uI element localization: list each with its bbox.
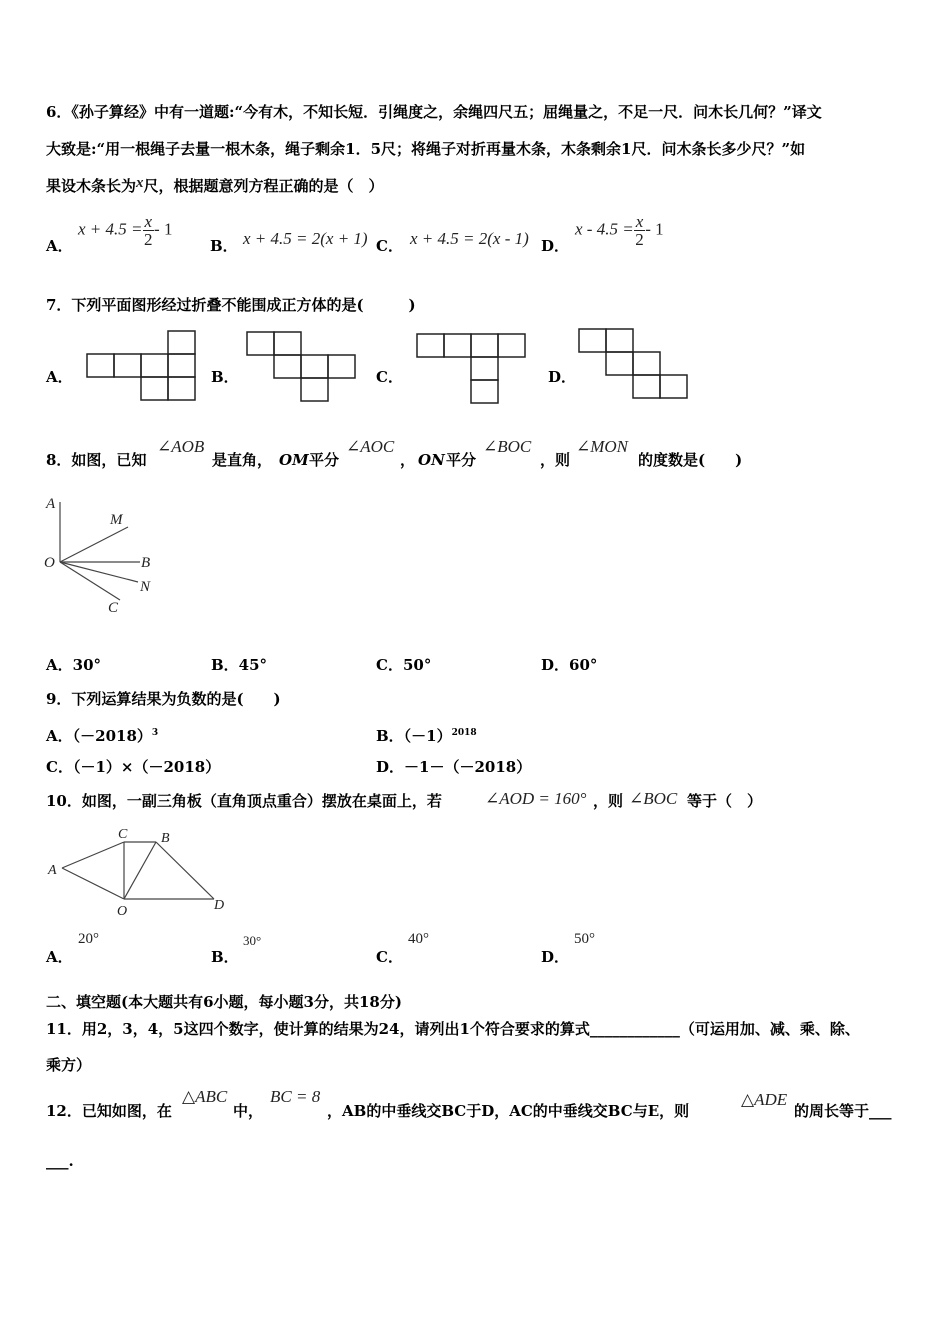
q6-option-a-equation: x + 4.5 = $\frac{x}{2}$ - 1: [78, 212, 173, 249]
section2-heading: 二、填空题(本大题共有6小题，每小题3分，共18分): [46, 993, 402, 1011]
q8-figure: [40, 490, 170, 620]
q11-line2: 乘方）: [46, 1056, 92, 1074]
q6-line2: 大致是:“用一根绳子去量一根木条，绳子剩余1．5尺；将绳子对折再量木条，木条剩余1尺．问木条长多少尺？”如: [46, 140, 806, 158]
q10-angle-boc: ∠BOC: [629, 789, 678, 808]
q10-p1: 10．如图，一副三角板（直角顶点重合）摆放在桌面上，若: [46, 792, 442, 810]
q8-angle-mon: ∠MON: [576, 437, 629, 456]
q9-option-b: B．$(-1)^{2018}$: [376, 727, 477, 745]
seg-ac: [62, 842, 124, 868]
label-c: C: [108, 600, 119, 616]
q8-p6: 的度数是( ): [638, 451, 743, 469]
q10-option-b-label: B．: [211, 948, 239, 966]
q12-p2: 中，: [233, 1102, 264, 1120]
q11-line1: 11．用2，3，4，5这四个数字，使计算的结果为24，请列出1个符合要求的算式____________（可运用加、减、乘、除、: [46, 1020, 860, 1038]
q10-option-c-value: 40°: [408, 931, 429, 947]
label-b: B: [141, 555, 151, 571]
q10-option-a-value: 20°: [78, 931, 99, 947]
seg-ob: [124, 842, 156, 899]
ray-om: [60, 527, 128, 562]
q8-p5: ，则: [540, 451, 571, 469]
q8-option-a: A．30°: [46, 656, 102, 674]
q8-p4: 平分: [446, 451, 477, 469]
q6-option-d-equation: x - 4.5 = $\frac{x}{2}$ - 1: [575, 212, 664, 249]
q8-angle-aoc: ∠AOC: [346, 437, 395, 456]
q10-option-d-value: 50°: [574, 931, 595, 947]
q7-net-b: [246, 331, 361, 406]
label-m: M: [110, 512, 123, 528]
q6-line1: 6．《孙子算经》中有一道题:“今有木，不知长短．引绳度之，余绳四尺五；屈绳量之，不足一尺．问木长几何？”译文: [46, 103, 822, 121]
label-c: C: [118, 827, 128, 842]
q7-option-b-label: B．: [211, 368, 239, 386]
q12-p1: 12．已知如图，在: [46, 1102, 172, 1120]
q8-p3: 平分: [309, 451, 340, 469]
label-o: O: [117, 904, 128, 919]
q6-option-c-label: C．: [376, 237, 403, 255]
label-d: D: [214, 898, 225, 913]
q10-angle-aod: ∠AOD = 160°: [485, 789, 587, 808]
q8-option-d: D．60°: [541, 656, 598, 674]
q9-option-d: D．－1－（－2018）: [376, 758, 532, 776]
ray-oc: [60, 562, 120, 600]
q6-option-a-label: A．: [46, 237, 73, 255]
seg-bd: [156, 842, 214, 899]
q6-option-b-equation: x + 4.5 = 2(x + 1): [243, 229, 368, 248]
q6-line3: 果设木条长为x尺，根据题意列方程正确的是（ ）: [46, 175, 384, 195]
q8-p1: 8．如图，已知: [46, 451, 147, 469]
label-o: O: [44, 555, 55, 571]
q9-option-a: A．$(-2018)^3$: [46, 727, 159, 745]
q8-comma: ，: [400, 451, 416, 469]
q7-option-c-label: C．: [376, 368, 403, 386]
label-n: N: [140, 579, 151, 595]
q8-option-c: C．50°: [376, 656, 432, 674]
q12-line2: ___.: [46, 1152, 74, 1170]
q12-triangle-ade: △ADE: [741, 1090, 788, 1109]
q10-figure: [44, 822, 244, 922]
q10-p3: 等于（ ）: [687, 792, 763, 810]
q7-option-a-label: A．: [46, 368, 73, 386]
q9-option-c: C．（－1）×（－2018）: [46, 758, 221, 776]
q12-p4: 的周长等于___: [794, 1102, 892, 1120]
ray-on: [60, 562, 138, 582]
q6-option-d-label: D．: [541, 237, 570, 255]
q10-option-c-label: C．: [376, 948, 403, 966]
q12-p3: ，AB的中垂线交BC于D，AC的中垂线交BC与E，则: [327, 1102, 690, 1120]
q7-stem: 7．下列平面图形经过折叠不能围成正方体的是( ): [46, 296, 416, 314]
q6-option-b-label: B．: [210, 237, 238, 255]
q7-net-d: [578, 328, 693, 403]
q8-angle-boc: ∠BOC: [483, 437, 532, 456]
q8-om: OM: [279, 451, 309, 469]
q8-angle-aob: ∠AOB: [157, 437, 205, 456]
q8-option-b: B．45°: [211, 656, 268, 674]
q12-bc: BC = 8: [270, 1087, 321, 1106]
q7-net-c: [416, 333, 531, 408]
q10-p2: ，则: [593, 792, 624, 810]
label-b: B: [161, 831, 170, 846]
q6-option-c-equation: x + 4.5 = 2(x - 1): [410, 229, 529, 248]
q7-net-a: [86, 330, 201, 405]
q10-option-d-label: D．: [541, 948, 570, 966]
q10-option-a-label: A．: [46, 948, 73, 966]
q7-option-d-label: D．: [548, 368, 577, 386]
q10-option-b-value: 30°: [243, 933, 262, 948]
q8-p2: 是直角，: [212, 451, 273, 469]
q9-stem: 9．下列运算结果为负数的是( ): [46, 690, 281, 708]
q12-triangle-abc: △ABC: [182, 1087, 228, 1106]
label-a: A: [48, 863, 57, 878]
seg-ao: [62, 868, 124, 899]
q8-on: ON: [418, 451, 445, 469]
label-a: A: [46, 496, 56, 512]
